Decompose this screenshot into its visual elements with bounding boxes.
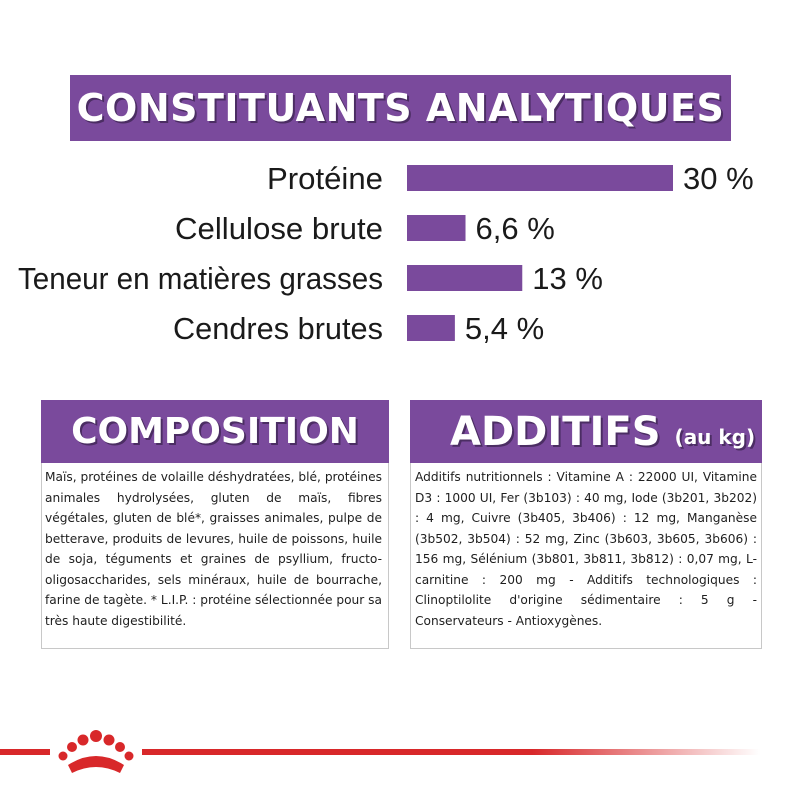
category-label-2: Teneur en matières grasses (18, 261, 383, 296)
category-label-1: Cellulose brute (175, 211, 383, 246)
bar-2 (407, 265, 522, 291)
analytic-bar-chart (0, 150, 800, 360)
category-label-0: Protéine (267, 161, 383, 196)
composition-text-box (41, 463, 389, 649)
additives-subtitle: (au kg) (674, 424, 756, 449)
composition-text: Maïs, protéines de volaille déshydratées, blé, protéines animales hydrolysées, gluten de maïs, fibres végétales, gluten de blé*, graisses animales, pulpe de betterave, produits de levures, huile de poissons, huile de soja, téguments et graines de psyllium, fructo-oligosaccharides, sels minéraux, huile de bourrache, farine de tagète. * L.I.P. : protéine sélectionnée pour sa très haute digestibilité. (45, 470, 382, 628)
analytic-constituents-banner (70, 75, 731, 141)
composition-title: COMPOSITION (71, 411, 359, 452)
composition-banner (41, 400, 389, 463)
analytic-constituents-title: CONSTITUANTS ANALYTIQUES (76, 86, 725, 130)
additives-banner (410, 400, 762, 463)
bar-1 (407, 215, 466, 241)
category-label-3: Cendres brutes (173, 311, 383, 346)
additives-title: ADDITIFS (450, 408, 661, 455)
value-label-0: 30 % (683, 161, 754, 196)
bar-0 (407, 165, 673, 191)
value-label-1: 6,6 % (475, 211, 555, 246)
bar-3 (407, 315, 455, 341)
additives-text-box (410, 463, 762, 649)
additives-text: Additifs nutritionnels : Vitamine A : 22000 UI, Vitamine D3 : 1000 UI, Fer (3b103) : 40 mg, Iode (3b201, 3b202) : 4 mg, Cuivre (3b405, 3b406) : 12 mg, Manganèse (3b502, 3b504) : 52 mg, Zinc (3b603, 3b605, 3b606) : 156 mg, Sélénium (3b801, 3b811, 3b812) : 0,07 mg, L-carnitine : 200 mg - Additifs technologiques : Clinoptilolite d'origine sédimentaire : 5 g - Conservateurs - Antioxygènes. (415, 470, 757, 628)
royal-crown-icon (50, 727, 142, 779)
value-label-3: 5,4 % (464, 311, 545, 346)
value-label-2: 13 % (532, 261, 603, 296)
